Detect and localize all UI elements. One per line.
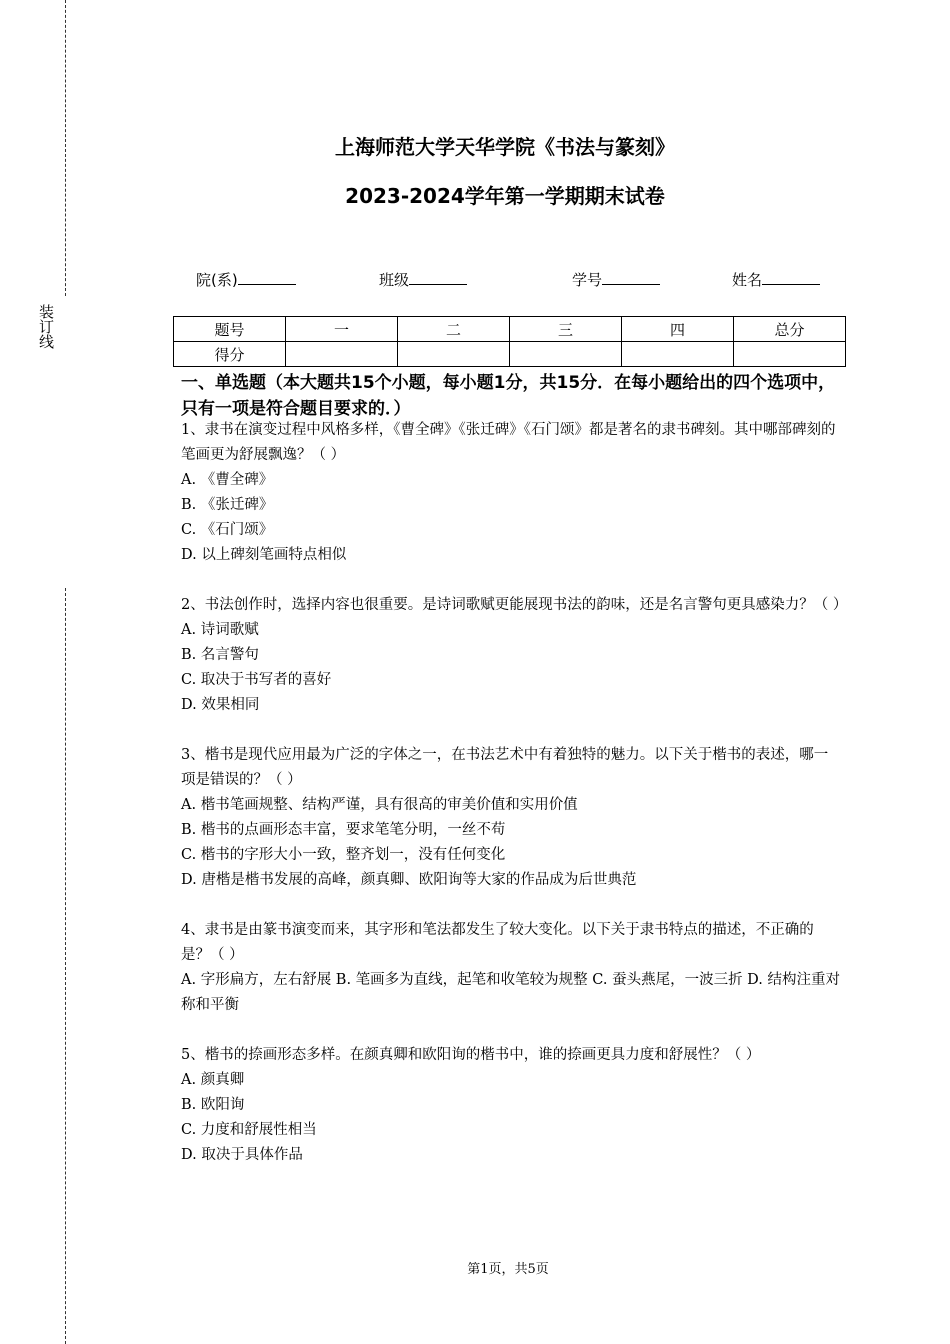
option-c: C. 《石门颂》 (181, 522, 274, 538)
dept-field (196, 268, 296, 292)
dept-blank (238, 268, 296, 285)
score-cell (622, 342, 734, 367)
class-blank (409, 268, 467, 285)
score-header-cell: 题号 (174, 317, 286, 342)
question-4 (181, 918, 841, 1018)
question-stem: 1、隶书在演变过程中风格多样，《曹全碑》《张迁碑》《石门颂》都是著名的隶书碑刻。其中哪部碑刻的笔画更为舒展飘逸？（ ） (181, 422, 836, 463)
option-c: C. 取决于书写者的喜好 (181, 672, 332, 688)
option-d: D. 取决于具体作品 (181, 1147, 303, 1163)
score-header-cell: 二 (398, 317, 510, 342)
question-stem: 4、隶书是由篆书演变而来，其字形和笔法都发生了较大变化。以下关于隶书特点的描述，不正确的是？（ ） (181, 922, 814, 963)
exam-subtitle: 2023-2024学年第一学期期末试卷 (345, 184, 665, 208)
question-2 (181, 593, 848, 718)
inline-options: A. 字形扁方，左右舒展 B. 笔画多为直线，起笔和收笔较为规整 C. 蚕头燕尾，一波三折 D. 结构注重对称和平衡 (181, 972, 841, 1013)
question-5 (181, 1043, 841, 1168)
option-c: C. 楷书的字形大小一致，整齐划一，没有任何变化 (181, 847, 506, 863)
class-label: 班级 (379, 271, 410, 289)
option-b: B. 《张迁碑》 (181, 497, 274, 513)
option-a: A. 楷书笔画规整、结构严谨，具有很高的审美价值和实用价值 (181, 797, 578, 813)
score-header-cell: 四 (622, 317, 734, 342)
score-cell (398, 342, 510, 367)
option-c: C. 力度和舒展性相当 (181, 1122, 317, 1138)
question-list (181, 418, 848, 1193)
option-a: A. 颜真卿 (181, 1072, 245, 1088)
class-field (379, 268, 467, 292)
option-b: B. 名言警句 (181, 647, 259, 663)
score-table-score-row (174, 342, 846, 367)
score-header-cell: 一 (286, 317, 398, 342)
option-d: D. 以上碑刻笔画特点相似 (181, 547, 347, 563)
dept-label: 院(系) (196, 271, 238, 289)
question-stem: 2、书法创作时，选择内容也很重要。是诗词歌赋更能展现书法的韵味，还是名言警句更具感染力？（ ） (181, 597, 848, 613)
option-b: B. 楷书的点画形态丰富，要求笔笔分明，一丝不苟 (181, 822, 506, 838)
student-id-label: 学号 (572, 271, 603, 289)
student-id-blank (602, 268, 660, 285)
name-label: 姓名 (732, 271, 763, 289)
section-heading: 一、单选题（本大题共15个小题，每小题1分，共15分．在每小题给出的四个选项中，只有一项是符合题目要求的．） (181, 373, 836, 419)
name-blank (762, 268, 820, 285)
question-1 (181, 418, 841, 568)
option-a: A. 诗词歌赋 (181, 622, 259, 638)
binding-line-bottom (65, 588, 66, 1344)
score-header-cell: 三 (510, 317, 622, 342)
option-d: D. 效果相同 (181, 697, 260, 713)
score-header-cell: 总分 (734, 317, 846, 342)
binding-label: 装订线 (37, 304, 55, 349)
name-field (732, 268, 820, 292)
option-d: D. 唐楷是楷书发展的高峰，颜真卿、欧阳询等大家的作品成为后世典范 (181, 872, 637, 888)
score-table-header-row (174, 317, 846, 342)
question-stem: 5、楷书的捺画形态多样。在颜真卿和欧阳询的楷书中，谁的捺画更具力度和舒展性？（ ） (181, 1047, 761, 1063)
question-3 (181, 743, 841, 893)
option-a: A. 《曹全碑》 (181, 472, 274, 488)
page-footer: 第1页，共5页 (467, 1262, 549, 1277)
score-cell (734, 342, 846, 367)
exam-title: 上海师范大学天华学院《书法与篆刻》 (335, 135, 675, 159)
score-table (173, 316, 846, 367)
score-row-label: 得分 (174, 342, 286, 367)
score-cell (510, 342, 622, 367)
score-cell (286, 342, 398, 367)
option-b: B. 欧阳询 (181, 1097, 245, 1113)
student-id-field (572, 268, 660, 292)
question-stem: 3、楷书是现代应用最为广泛的字体之一，在书法艺术中有着独特的魅力。以下关于楷书的表述，哪一项是错误的？（ ） (181, 747, 829, 788)
